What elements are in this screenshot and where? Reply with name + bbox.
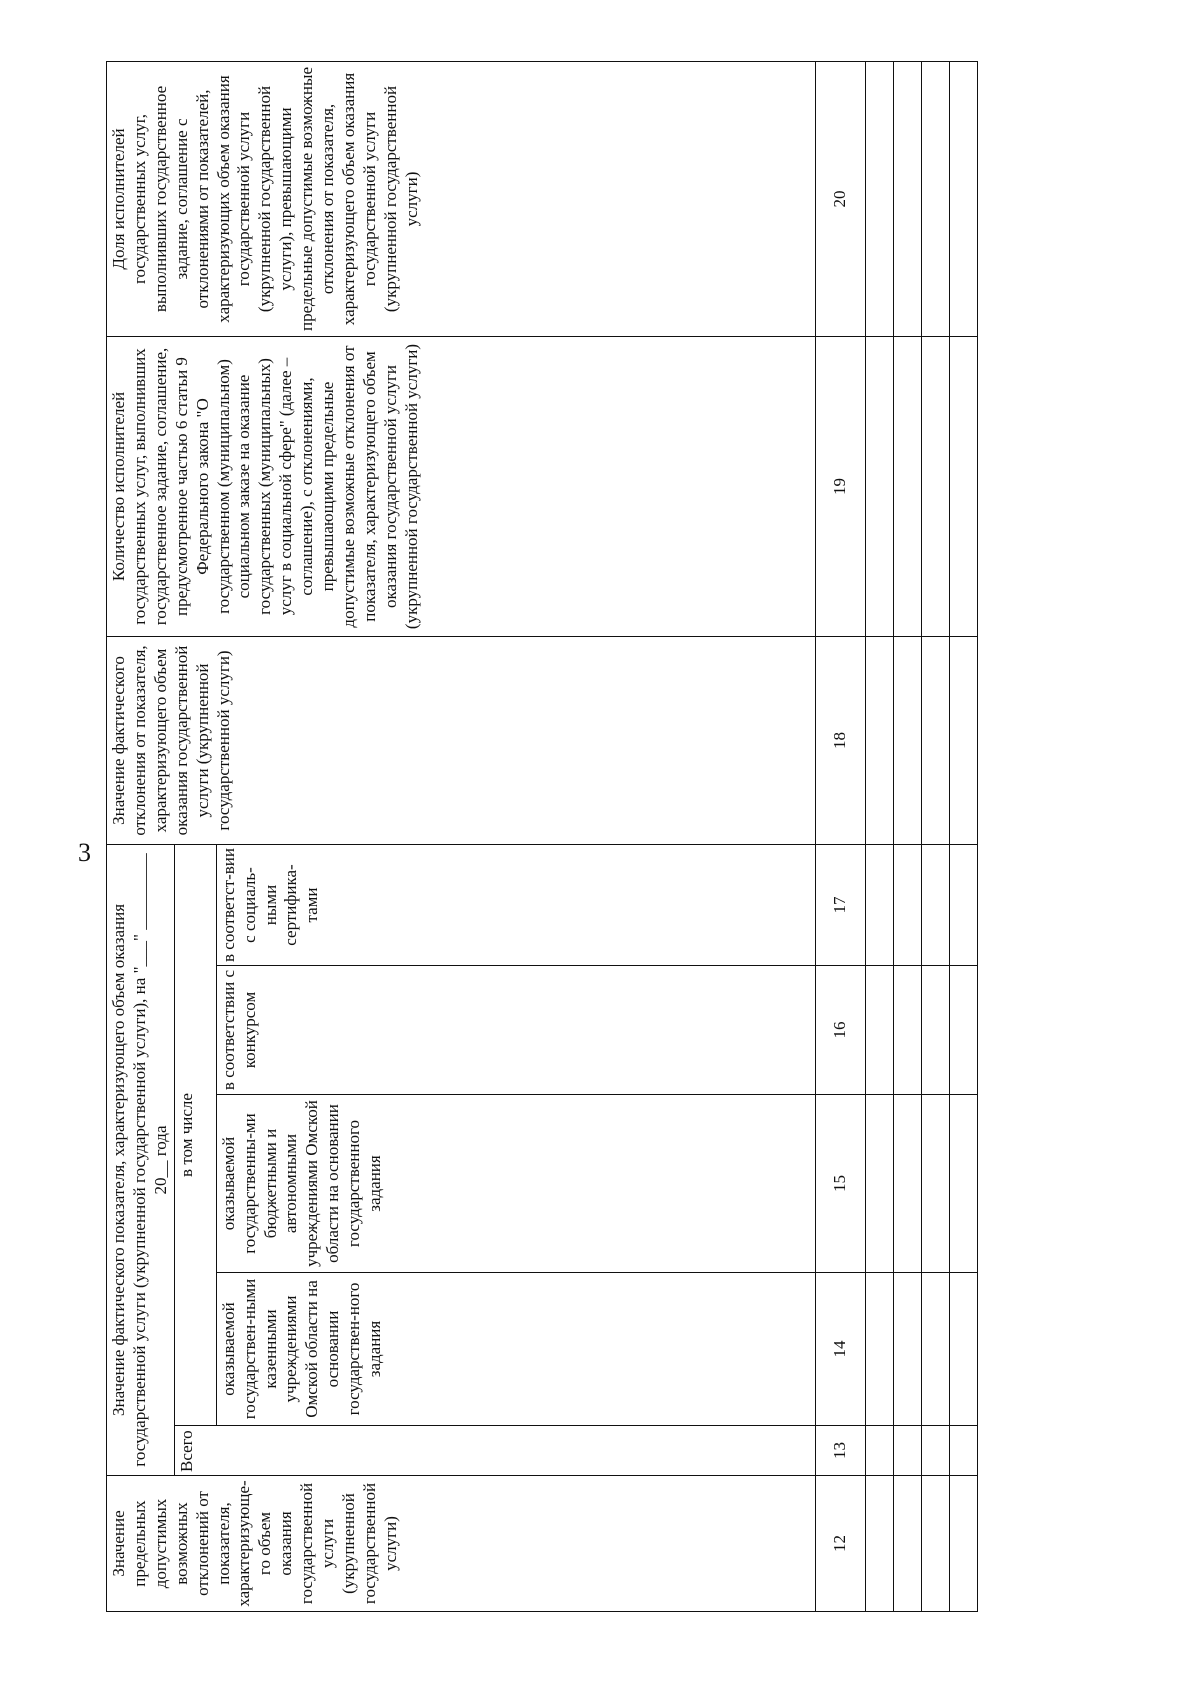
empty-cell (921, 637, 949, 845)
col14-header: оказываемой государствен-ными казенными учреждениями Омской области на основании государствен-ного задания (216, 1273, 815, 1426)
col18-header: Значение фактического отклонения от показателя, характеризующего объем оказания государственной услуги (укрупненной государственной услуги) (107, 637, 816, 845)
group-header-date: на "___" _________ 20__ года (129, 853, 170, 1195)
empty-cell (949, 1476, 977, 1612)
empty-cell (893, 1476, 921, 1612)
column-numbers-row (815, 62, 865, 1612)
empty-cell (893, 966, 921, 1095)
empty-row (949, 62, 977, 1612)
column-number: 12 (815, 1476, 865, 1612)
empty-cell (865, 845, 893, 966)
empty-cell (949, 1095, 977, 1273)
col20-header: Доля исполнителей государственных услуг, выполнивших государственное задание, соглашение с отклонениями от показателей, характеризующих объем оказания государственной услуги (укрупненной государственной услуги), превышающими предельные допустимые возможные отклонения от показателя, характеризующего объем оказания государственной услуги (укрупненной государственной услуги) (107, 62, 816, 337)
empty-cell (949, 845, 977, 966)
empty-cell (949, 1426, 977, 1476)
col12-header: Значение предельных допустимых возможных отклонений от показателя, характеризующе-го объем оказания государственной услуги (укрупненной государственной услуги) (107, 1476, 816, 1612)
empty-row (865, 62, 893, 1612)
empty-cell (921, 1095, 949, 1273)
report-table (106, 61, 978, 1612)
column-number: 16 (815, 966, 865, 1095)
empty-cell (921, 966, 949, 1095)
col19-header: Количество исполнителей государственных услуг, выполнивших государственное задание, соглашение, предусмотренное частью 6 статьи 9 Федерального закона "О государственном (муниципальном) социальном заказе на оказание государственных (муниципальных) услуг в социальной сфере" (далее – соглашение), с отклонениями, превышающими предельные допустимые возможные отклонения от показателя, характеризующего объем оказания государственной услуги (укрупненной государственной услуги) (107, 337, 816, 637)
subgroup-header: в том числе (174, 845, 216, 1426)
group-header (107, 845, 175, 1476)
empty-row (921, 62, 949, 1612)
empty-cell (893, 1273, 921, 1426)
empty-cell (893, 337, 921, 637)
group-header-text: Значение фактического показателя, характеризующего объем оказания государственной услуги (укрупненной государственной услуги), (109, 903, 149, 1467)
empty-cell (921, 1426, 949, 1476)
col17-header: в соответст-вии с социаль-ными сертифика-тами (216, 845, 815, 966)
empty-cell (865, 1095, 893, 1273)
empty-cell (893, 845, 921, 966)
col15-header: оказываемой государственны-ми бюджетными и автономными учреждениями Омской области на основании государственного задания (216, 1095, 815, 1273)
empty-cell (865, 637, 893, 845)
empty-cell (865, 1273, 893, 1426)
empty-cell (893, 62, 921, 337)
empty-cell (949, 337, 977, 637)
empty-cell (921, 62, 949, 337)
empty-cell (949, 637, 977, 845)
empty-cell (921, 337, 949, 637)
column-number: 20 (815, 62, 865, 337)
empty-cell (921, 845, 949, 966)
column-number: 14 (815, 1273, 865, 1426)
page-number: 3 (78, 838, 91, 867)
empty-cell (921, 1476, 949, 1612)
empty-cell (893, 637, 921, 845)
empty-cell (865, 62, 893, 337)
empty-row (893, 62, 921, 1612)
column-number: 18 (815, 637, 865, 845)
empty-cell (865, 1426, 893, 1476)
empty-cell (893, 1426, 921, 1476)
col16-header: в соответствии с конкурсом (216, 966, 815, 1095)
rotated-table-container (106, 62, 963, 1612)
empty-cell (949, 1273, 977, 1426)
empty-cell (893, 1095, 921, 1273)
empty-cell (865, 966, 893, 1095)
column-number: 13 (815, 1426, 865, 1476)
empty-cell (865, 337, 893, 637)
empty-cell (949, 62, 977, 337)
col13-header: Всего (174, 1426, 815, 1476)
column-number: 17 (815, 845, 865, 966)
column-number: 15 (815, 1095, 865, 1273)
column-number: 19 (815, 337, 865, 637)
empty-cell (921, 1273, 949, 1426)
empty-cell (949, 966, 977, 1095)
empty-cell (865, 1476, 893, 1612)
